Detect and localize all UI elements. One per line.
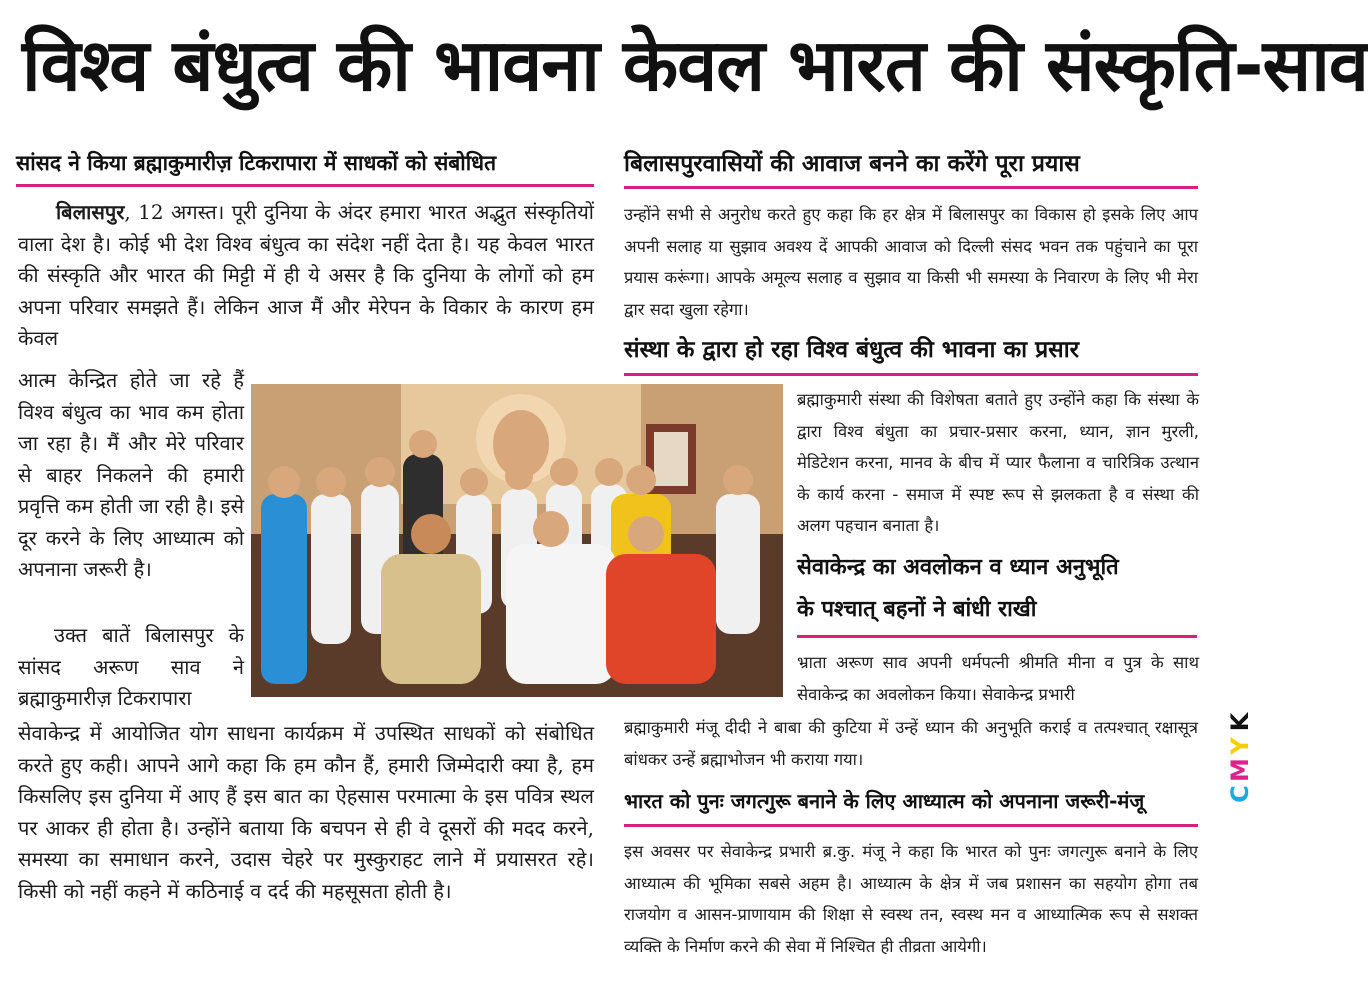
- para-bottom: सेवाकेन्द्र में आयोजित योग साधना कार्यक्रम में उपस्थित साधकों को संबोधित करते हुए कही। आपने आगे कहा कि हम कौन हैं, हमारी जिम्मेदारी क्या है, हम किसलिए इस दुनिया में आए हैं इस बात का ऐहसास परमात्मा के इस पवित्र स्थल पर आकर ही होता है। उन्होंने बताया कि बचपन से ही वे दूसरों की मदद करने, समस्या का समाधान करने, उदास चेहरे पर मुस्कुराहट लाने में प्रयासरत रहे। किसी को नहीं कहने में कठिनाई व दर्द की महसूसता होती है।: [18, 721, 594, 903]
- date: , 12 अगस्त।: [124, 200, 225, 224]
- cmyk-mark: [1228, 708, 1258, 808]
- section3-title-line2: के पश्चात् बहनों ने बांधी राखी: [797, 597, 1037, 622]
- dateline: बिलासपुर: [56, 200, 125, 224]
- section2-body: ब्रह्माकुमारी संस्था की विशेषता बताते हुए उन्होंने कहा कि संस्था के द्वारा विश्व बंधुता का प्रचार-प्रसार करना, ध्यान, ज्ञान मुरली, मेडिटेशन करना, मानव के बीच में प्यार फैलाना व चारित्रिक उत्थान के कार्य करना - समाज में स्पष्ट रूप से झलकता है व संस्था की अलग पहचान बनाता है।: [797, 390, 1199, 535]
- section4-rule: [624, 824, 1198, 827]
- wrap-text-2: उक्त बातें बिलासपुर के सांसद अरूण साव ने ब्रह्माकुमारीज़ टिकरापारा: [18, 623, 244, 710]
- group-photo: [251, 384, 783, 697]
- cmyk-y: Y: [1226, 737, 1254, 755]
- section2-rule: [624, 373, 1198, 376]
- section1-title: बिलासपुरवासियों की आवाज बनने का करेंगे पूरा प्रयास: [624, 151, 1080, 177]
- cmyk-m: M: [1226, 758, 1254, 782]
- section3-body-b: ब्रह्माकुमारी मंजू दीदी ने बाबा की कुटिया में उन्हें ध्यान की अनुभूति कराई व तत्पश्चात् रक्षासूत्र बांधकर उन्हें ब्रह्माभोजन भी कराया गया।: [624, 718, 1198, 769]
- section3-body-a: भ्राता अरूण साव अपनी धर्मपत्नी श्रीमति मीना व पुत्र के साथ सेवाकेन्द्र का अवलोकन किया। सेवाकेन्द्र प्रभारी: [797, 653, 1199, 704]
- section4-title: भारत को पुनः जगत्गुरू बनाने के लिए आध्यात्म को अपनाना जरूरी-मंजू: [624, 789, 1145, 813]
- section1-body: उन्होंने सभी से अनुरोध करते हुए कहा कि हर क्षेत्र में बिलासपुर का विकास हो इसके लिए आप अपनी सलाह या सुझाव अवश्य दें आपकी आवाज को दिल्ली संसद भवन तक पहुंचाने का पूरा प्रयास करूंगा। आपके अमूल्य सलाह व सुझाव या किसी भी समस्या के निवारण के लिए भी मेरा द्वार सदा खुला रहेगा।: [624, 205, 1198, 319]
- wrap-text: आत्म केन्द्रित होते जा रहे हैं विश्व बंधुत्व का भाव कम होता जा रहा है। मैं और मेरे परिवार से बाहर निकलने की हमारी प्रवृत्ति कम होती जा रही है। इसे दूर करने के लिए आध्यात्म को अपनाना जरूरी है।: [18, 368, 244, 581]
- para1-lead: पूरी दुनिया के अंदर हमारा भारत अद्भुत संस्कृतियों वाला देश है। कोई भी देश विश्व बंधुत्व का संदेश नहीं देता है। यह केवल भारत की संस्कृति और भारत की मिट्टी में ही ये असर है कि दुनिया के लोगों को हम अपना परिवार समझते हैं। लेकिन आज मैं और मेरेपन के विकार के कारण हम केवल: [18, 200, 594, 350]
- left-wrap-text: [18, 365, 244, 617]
- left-paragraph-bottom: [18, 718, 594, 958]
- cmyk-k: K: [1226, 712, 1254, 732]
- section3-rule: [797, 635, 1197, 638]
- headline: विश्व बंधुत्व की भावना केवल भारत की संस्कृति-साव: [22, 23, 1368, 107]
- section4-body: इस अवसर पर सेवाकेन्द्र प्रभारी ब्र.कु. मंजू ने कहा कि भारत को पुनः जगत्गुरू बनाने के लिए आध्यात्म की भूमिका सबसे अहम है। आध्यात्म के क्षेत्र में जब प्रशासन का सहयोग होगा तब राजयोग व आसन-प्राणायाम की शिक्षा से स्वस्थ तन, स्वस्थ मन व आध्यात्मिक रूप से सशक्त व्यक्ति के निर्माण करने की सेवा में निश्चित ही तीव्रता आयेगी।: [624, 842, 1198, 956]
- left-subhead-rule: [16, 184, 594, 187]
- section3-title-line1: सेवाकेन्द्र का अवलोकन व ध्यान अनुभूति: [797, 555, 1119, 580]
- left-subhead: सांसद ने किया ब्रह्माकुमारीज़ टिकरापारा में साधकों को संबोधित: [16, 151, 497, 175]
- left-paragraph-top: [18, 197, 594, 363]
- left-wrap-text-2: [18, 620, 244, 716]
- section1-rule: [624, 186, 1198, 189]
- cmyk-c: C: [1226, 785, 1254, 803]
- section2-title: संस्था के द्वारा हो रहा विश्व बंधुत्व की भावना का प्रसार: [624, 337, 1080, 363]
